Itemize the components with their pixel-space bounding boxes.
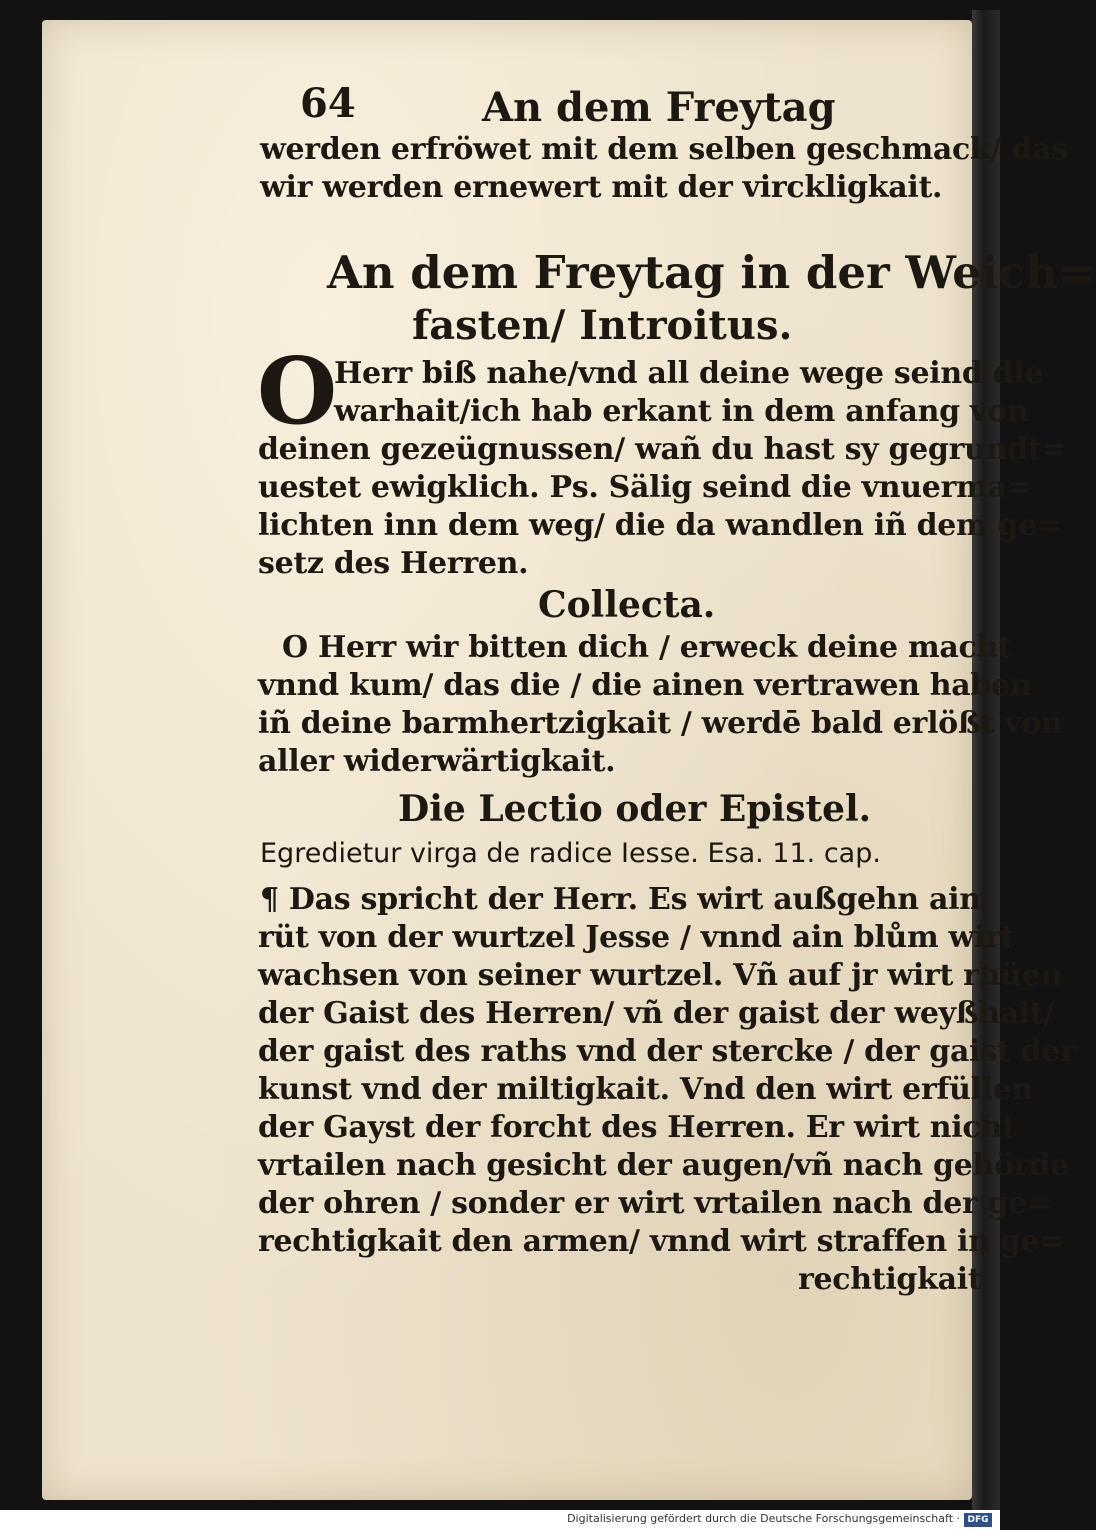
collecta-heading: Collecta. <box>538 584 716 626</box>
text-line: rüt von der wurtzel Jesse / vnnd ain blům wirt <box>258 920 1015 955</box>
text-line: der ohren / sonder er wirt vrtailen nach der ge= <box>258 1186 1052 1221</box>
text-line: kunst vnd der miltigkait. Vnd den wirt erfüllen <box>258 1072 1034 1107</box>
text-line: rechtigkait den armen/ vnnd wirt straffen in ge= <box>258 1224 1065 1259</box>
page-number: 64 <box>300 80 356 127</box>
text-line: aller widerwärtigkait. <box>258 744 616 779</box>
text-line: O Herr wir bitten dich / erweck deine macht <box>282 630 1012 665</box>
lectio-heading: Die Lectio oder Epistel. <box>398 788 872 830</box>
dfg-logo: DFG <box>964 1513 992 1527</box>
text-line: wir werden ernewert mit der virckligkait. <box>260 170 943 205</box>
section-heading: An dem Freytag in der Weich= <box>327 246 1096 299</box>
text-line: iñ deine barmhertzigkait / werdē bald erlößt von <box>258 706 1063 741</box>
text-line: setz des Herren. <box>258 546 529 581</box>
book-page <box>42 20 1096 1500</box>
text-line: uestet ewigklich. Ps. Sälig seind die vnuerma= <box>258 470 1032 505</box>
initial-letter: O <box>257 337 338 445</box>
latin-reference: Egredietur virga de radice Iesse. Esa. 11. cap. <box>260 838 881 869</box>
text-line: vrtailen nach gesicht der augen/vñ nach gehörde <box>258 1148 1069 1183</box>
text-line: der gaist des raths vnd der stercke / der gaist der <box>258 1034 1076 1069</box>
text-line: Herr biß nahe/vnd all deine wege seind die <box>334 356 1044 391</box>
text-line: ¶ Das spricht der Herr. Es wirt außgehn ain <box>260 882 981 917</box>
text-line: lichten inn dem weg/ die da wandlen iñ dem ge= <box>258 508 1062 543</box>
catchword: rechtigkait <box>798 1262 982 1297</box>
running-title: An dem Freytag <box>482 84 836 131</box>
text-line: werden erfröwet mit dem selben geschmack/ das <box>260 132 1068 167</box>
section-heading-cont: fasten/ Introitus. <box>412 302 793 349</box>
text-line: warhait/ich hab erkant in dem anfang von <box>334 394 1029 429</box>
footer-credit: Digitalisierung gefördert durch die Deutsche Forschungsgemeinschaft · <box>567 1512 960 1525</box>
text-line: vnnd kum/ das die / die ainen vertrawen haben <box>258 668 1032 703</box>
text-line: der Gaist des Herren/ vñ der gaist der weyßhait/ <box>258 996 1055 1031</box>
text-line: der Gayst der forcht des Herren. Er wirt nicht <box>258 1110 1016 1145</box>
text-line: wachsen von seiner wurtzel. Vñ auf jr wirt rhüen <box>258 958 1062 993</box>
text-line: deinen gezeügnussen/ wañ du hast sy gegrundt= <box>258 432 1067 467</box>
